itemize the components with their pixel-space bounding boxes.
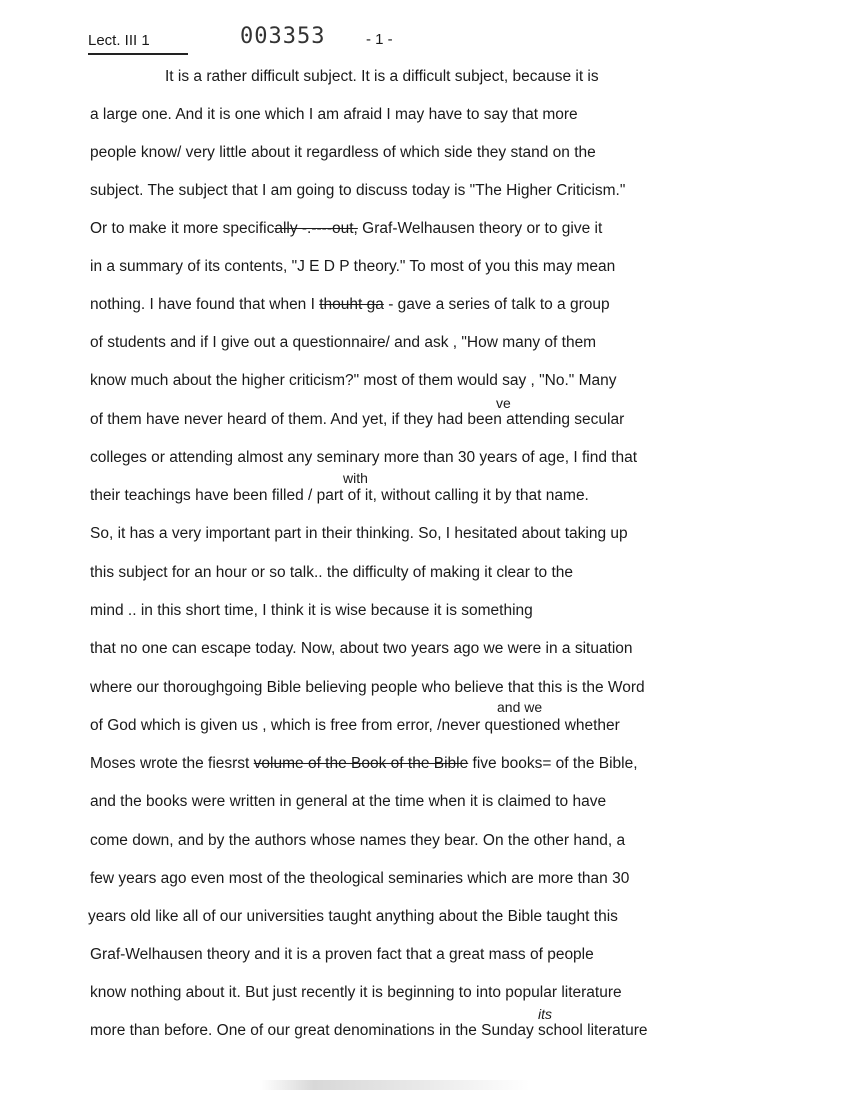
document-number: 003353 <box>240 24 326 49</box>
scan-artifact <box>260 1080 530 1090</box>
text-line: of God which is given us , which is free from error, /never questioned whether <box>90 717 620 734</box>
text-line: subject. The subject that I am going to discuss today is "The Higher Criticism." <box>90 182 626 199</box>
handwritten-insertion: with <box>343 470 368 486</box>
text-line: colleges or attending almost any seminary more than 30 years of age, I find that <box>90 449 638 466</box>
struck-text: thouht ga <box>319 296 384 313</box>
text-line: It is a rather difficult subject. It is a difficult subject, because it is <box>165 68 599 85</box>
text-line: people know/ very little about it regardless of which side they stand on the <box>90 144 596 161</box>
struck-text: volume of the Book of the Bible <box>253 755 469 772</box>
text-line: their teachings have been filled / part of it, without calling it by that name. <box>90 487 589 504</box>
line-text: Or to make it more specific <box>90 220 275 237</box>
lecture-label: Lect. III 1 <box>88 32 150 49</box>
text-line: a large one. And it is one which I am afraid I may have to say that more <box>90 106 578 123</box>
text-line: this subject for an hour or so talk.. the difficulty of making it clear to the <box>90 564 574 581</box>
handwritten-insertion: its <box>538 1006 552 1022</box>
text-line: of students and if I give out a questionnaire/ and ask , "How many of them <box>90 334 597 351</box>
text-line: know much about the higher criticism?" most of them would say , "No." Many <box>90 372 617 389</box>
text-line: more than before. One of our great denominations in the Sunday school literature <box>90 1022 648 1039</box>
text-line <box>90 294 610 316</box>
text-line: know nothing about it. But just recently it is beginning to into popular literature <box>90 984 622 1001</box>
text-line: come down, and by the authors whose names they bear. On the other hand, a <box>90 832 626 849</box>
line-text: Moses wrote the fiesrst <box>90 755 254 772</box>
line-text: - gave a series of talk to a group <box>383 296 610 313</box>
text-line <box>90 753 638 775</box>
text-line <box>90 218 602 240</box>
text-line: where our thoroughgoing Bible believing people who believe that this is the Word <box>90 679 645 696</box>
text-line: years old like all of our universities taught anything about the Bible taught this <box>88 908 618 925</box>
line-text: five books= of the Bible, <box>468 755 638 772</box>
lecture-underline <box>88 53 188 55</box>
text-line: and the books were written in general at the time when it is claimed to have <box>90 793 607 810</box>
page-number: - 1 - <box>366 31 393 48</box>
text-line: So, it has a very important part in their thinking. So, I hesitated about taking up <box>90 525 628 542</box>
text-line: mind .. in this short time, I think it is wise because it is something <box>90 602 533 619</box>
line-text: nothing. I have found that when I <box>90 296 320 313</box>
line-text: Graf-Welhausen theory or to give it <box>357 220 603 237</box>
text-line: of them have never heard of them. And yet, if they had been attending secular <box>90 411 625 428</box>
handwritten-insertion: and we <box>497 699 543 715</box>
page-header <box>0 24 847 54</box>
text-line: Graf-Welhausen theory and it is a proven fact that a great mass of people <box>90 946 594 963</box>
handwritten-insertion: ve <box>496 395 511 411</box>
struck-text: ally -.----out, <box>274 220 358 237</box>
text-line: few years ago even most of the theological seminaries which are more than 30 <box>90 870 630 887</box>
text-line: that no one can escape today. Now, about two years ago we were in a situation <box>90 640 633 657</box>
text-line: in a summary of its contents, "J E D P theory." To most of you this may mean <box>90 258 616 275</box>
